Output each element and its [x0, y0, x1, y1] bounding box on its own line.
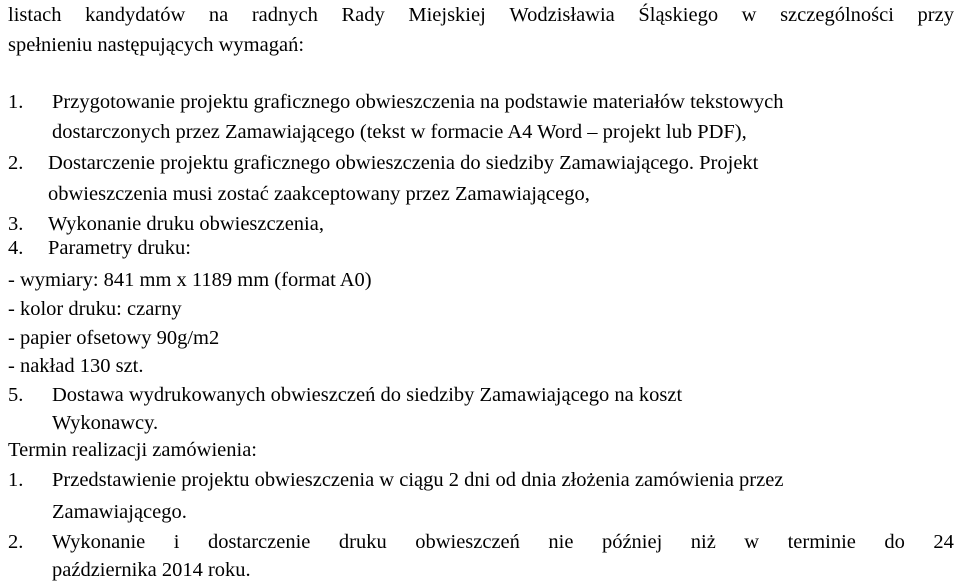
deadline-item-2-word: niż — [690, 531, 716, 553]
deadline-item-2-word: później — [601, 531, 663, 553]
intro-word: przy — [917, 4, 954, 26]
list-item-1-number: 1. — [8, 91, 24, 113]
list-item-1-text-2: dostarczonych przez Zamawiającego (tekst w formacie A4 Word – projekt lub PDF), — [52, 121, 747, 143]
list-item-5-number: 5. — [8, 384, 24, 406]
deadline-item-2-word: i — [173, 531, 180, 553]
intro-word: Miejskiej — [408, 4, 486, 26]
list-item-4-text: Parametry druku: — [48, 237, 191, 259]
intro-word: w — [741, 4, 757, 26]
param-quantity: - nakład 130 szt. — [8, 355, 144, 377]
list-item-2-text-1: Dostarczenie projektu graficznego obwieszczenia do siedziby Zamawiającego. Projekt — [48, 152, 759, 174]
deadline-item-2-word: do — [884, 531, 905, 553]
deadline-item-2-word: terminie — [787, 531, 856, 553]
deadline-item-1-text-2: Zamawiającego. — [52, 501, 187, 523]
intro-line-2: spełnieniu następujących wymagań: — [8, 34, 305, 56]
param-color: - kolor druku: czarny — [8, 298, 182, 320]
intro-word: szczególności — [780, 4, 894, 26]
list-item-1-text-1: Przygotowanie projektu graficznego obwieszczenia na podstawie materiałów tekstowych — [52, 91, 784, 113]
deadline-item-1-number: 1. — [8, 469, 24, 491]
param-dimensions: - wymiary: 841 mm x 1189 mm (format A0) — [8, 269, 372, 291]
intro-word: radnych — [251, 4, 318, 26]
intro-word: na — [208, 4, 229, 26]
list-item-5-text-2: Wykonawcy. — [52, 412, 159, 434]
intro-word: Śląskiego — [638, 4, 719, 26]
param-paper: - papier ofsetowy 90g/m2 — [8, 327, 220, 349]
intro-word: Wodzisławia — [509, 4, 615, 26]
list-item-3-number: 3. — [8, 213, 24, 235]
deadline-item-2-word: obwieszczeń — [415, 531, 520, 553]
deadline-item-2-word: 24 — [933, 531, 954, 553]
deadline-item-2-word: druku — [338, 531, 387, 553]
deadline-item-2-word: nie — [548, 531, 574, 553]
list-item-4-number: 4. — [8, 237, 24, 259]
deadline-heading: Termin realizacji zamówienia: — [8, 439, 257, 461]
list-item-5-text-1: Dostawa wydrukowanych obwieszczeń do siedziby Zamawiającego na koszt — [52, 384, 683, 406]
deadline-item-1-text-1: Przedstawienie projektu obwieszczenia w ciągu 2 dni od dnia złożenia zamówienia przez — [52, 469, 784, 491]
deadline-item-2-text-2: października 2014 roku. — [52, 559, 251, 581]
list-item-2-number: 2. — [8, 152, 24, 174]
intro-line-1 — [8, 2, 954, 28]
deadline-item-2-word: w — [744, 531, 760, 553]
deadline-item-2-word: dostarczenie — [207, 531, 311, 553]
deadline-item-2-text-1 — [52, 529, 954, 555]
intro-text-1 — [8, 2, 954, 28]
intro-word: listach — [8, 4, 62, 26]
intro-word: Rady — [341, 4, 385, 26]
intro-word: kandydatów — [85, 4, 186, 26]
deadline-item-2-words — [52, 529, 954, 555]
deadline-item-2-number: 2. — [8, 531, 24, 553]
deadline-item-2-word: Wykonanie — [52, 531, 146, 553]
list-item-3-text: Wykonanie druku obwieszczenia, — [48, 213, 324, 235]
list-item-2-text-2: obwieszczenia musi zostać zaakceptowany przez Zamawiającego, — [48, 183, 590, 205]
